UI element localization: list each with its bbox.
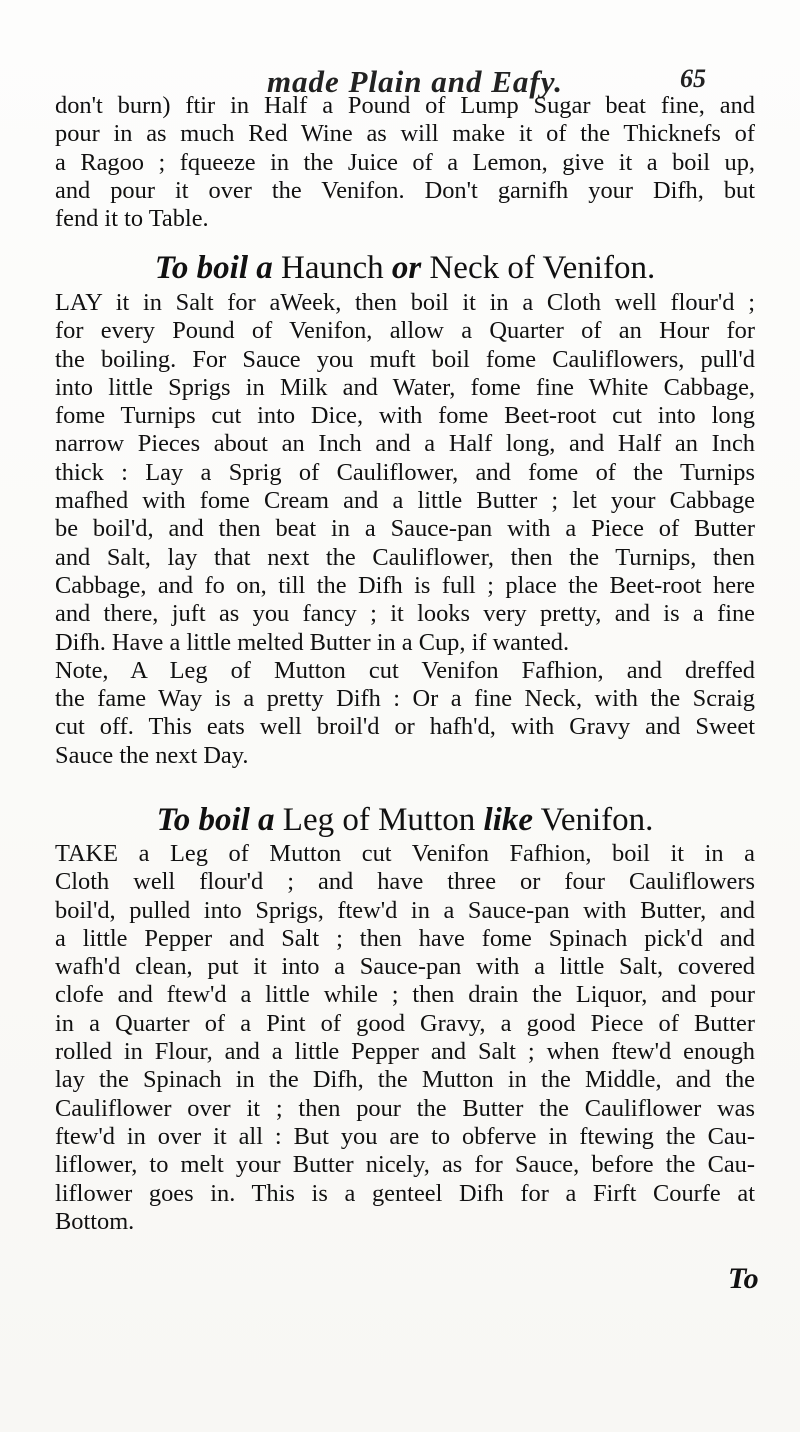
text-line: fend it to Table.	[55, 205, 209, 233]
text-line: Cabbage, and fo on, till the Difh is full ; place the Beet-root here	[55, 571, 755, 599]
text-line: and pour it over the Venifon. Don't garnifh your Difh, but	[55, 176, 755, 204]
text-line: pour in as much Red Wine as will make it of the Thicknefs of	[55, 120, 755, 148]
text-line: and Salt, lay that next the Cauliflower, then the Turnips, then	[55, 543, 755, 571]
heading-word: Haunch	[280, 250, 384, 286]
catchword: To	[728, 1262, 759, 1295]
heading-italic: or	[391, 250, 422, 286]
text-line: Sauce the next Day.	[55, 741, 249, 769]
text-line: liflower, to melt your Butter nicely, as for Sauce, before the Cau-	[55, 1151, 755, 1179]
text-line: clofe and ftew'd a little while ; then drain the Liquor, and pour	[55, 981, 755, 1009]
recipe-heading-leg-of-mutton	[55, 800, 755, 840]
heading-word: Neck of Venifon.	[429, 250, 656, 286]
text-line: TAKE a Leg of Mutton cut Venifon Fafhion, boil it in a	[55, 840, 755, 867]
text-line: thick : Lay a Sprig of Cauliflower, and fome of the Turnips	[55, 458, 755, 486]
heading-italic: To boil a	[154, 250, 273, 286]
text-line: Bottom.	[55, 1207, 135, 1235]
text-line: narrow Pieces about an Inch and a Half long, and Half an Inch	[55, 430, 755, 458]
text-line: liflower goes in. This is a genteel Difh for a Firft Courfe at	[55, 1179, 755, 1207]
text-line: for every Pound of Venifon, allow a Quarter of an Hour for	[55, 317, 755, 345]
heading-italic: like	[483, 802, 534, 838]
text-line: LAY it in Salt for aWeek, then boil it in a Cloth well flour'd ;	[55, 289, 755, 316]
text-line: mafhed with fome Cream and a little Butter ; let your Cabbage	[55, 487, 755, 515]
recipe-body-haunch	[55, 289, 755, 770]
text-line: cut off. This eats well broil'd or hafh'd, with Gravy and Sweet	[55, 713, 755, 741]
page-number: 65	[680, 64, 706, 93]
recipe-body-leg-of-mutton	[55, 840, 755, 1236]
text-line: be boil'd, and then beat in a Sauce-pan with a Piece of Butter	[55, 515, 755, 543]
recipe-heading-haunch	[55, 248, 755, 288]
text-line: fome Turnips cut into Dice, with fome Beet-root cut into long	[55, 402, 755, 430]
text-line: Note, A Leg of Mutton cut Venifon Fafhion, and dreffed	[55, 656, 755, 684]
heading-word: Leg of Mutton	[282, 802, 476, 838]
text-line: wafh'd clean, put it into a Sauce-pan with a little Salt, covered	[55, 953, 755, 981]
text-line: a Ragoo ; fqueeze in the Juice of a Lemon, give it a boil up,	[55, 148, 755, 176]
text-line: in a Quarter of a Pint of good Gravy, a good Piece of Butter	[55, 1009, 755, 1037]
text-line: the fame Way is a pretty Difh : Or a fine Neck, with the Scraig	[55, 685, 755, 713]
text-line: don't burn) ftir in Half a Pound of Lump Sugar beat fine, and	[55, 92, 755, 119]
heading-italic: To boil a	[156, 802, 275, 838]
text-line: rolled in Flour, and a little Pepper and Salt ; when ftew'd enough	[55, 1038, 755, 1066]
text-line: ftew'd in over it all : But you are to obferve in ftewing the Cau-	[55, 1122, 755, 1150]
text-line: boil'd, pulled into Sprigs, ftew'd in a Sauce-pan with Butter, and	[55, 896, 755, 924]
opening-paragraph	[55, 92, 755, 233]
text-line: lay the Spinach in the Difh, the Mutton in the Middle, and the	[55, 1066, 755, 1094]
text-line: Cloth well flour'd ; and have three or four Cauliflowers	[55, 868, 755, 896]
running-head: made Plain and Eafy.	[266, 64, 564, 99]
text-line: Cauliflower over it ; then pour the Butter the Cauliflower was	[55, 1094, 755, 1122]
text-line: and there, juft as you fancy ; it looks very pretty, and is a fine	[55, 600, 755, 628]
text-line: a little Pepper and Salt ; then have fome Spinach pick'd and	[55, 924, 755, 952]
text-line: into little Sprigs in Milk and Water, fome fine White Cabbage,	[55, 373, 755, 401]
text-line: the boiling. For Sauce you muft boil fome Cauliflowers, pull'd	[55, 345, 755, 373]
text-line: Difh. Have a little melted Butter in a Cup, if wanted.	[55, 628, 570, 656]
heading-word: Venifon.	[540, 802, 654, 838]
